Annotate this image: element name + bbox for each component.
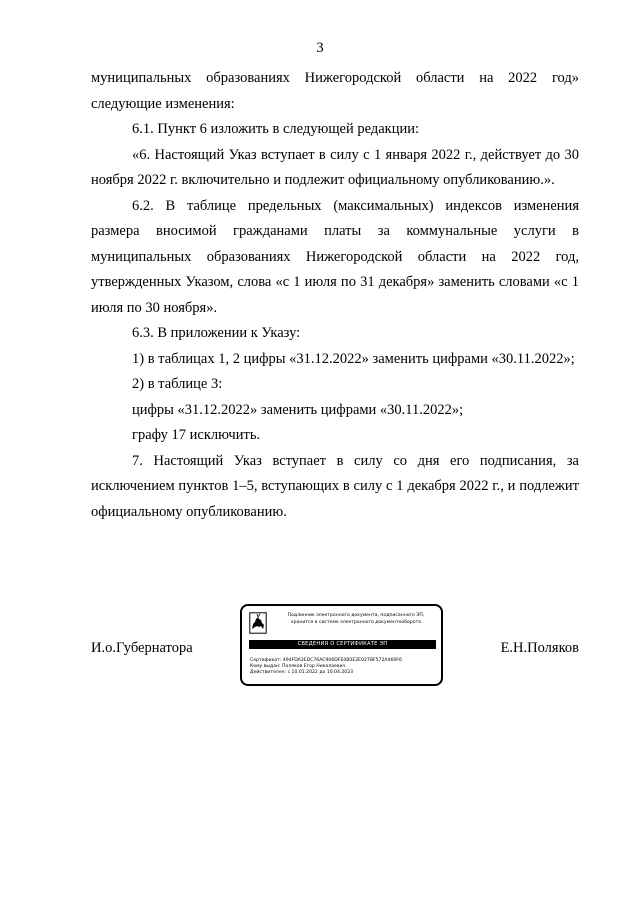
- stamp-line-1: Подлинник электронного документа, подписанного ЭП,: [287, 613, 425, 618]
- paragraph: 6.2. В таблице предельных (максимальных) индексов изменения размера вносимой гражданами платы за коммунальные услуги в муниципальных образованиях Нижегородской области на 2022 год, утвержденных Указом, слова «с 1 июля по 31 декабря» заменить словами «с 1 июля по 30 ноября».: [91, 197, 579, 316]
- paragraph: 1) в таблицах 1, 2 цифры «31.12.2022» заменить цифрами «30.11.2022»;: [132, 350, 575, 367]
- certificate-validity: Действителен: с 10.01.2022 до 10.04.2023: [250, 670, 354, 675]
- stamp-banner: СВЕДЕНИЯ О СЕРТИФИКАТЕ ЭП: [249, 640, 436, 649]
- paragraph: 7. Настоящий Указ вступает в силу со дня его подписания, за исключением пунктов 1–5, вступающих в силу с 1 декабря 2022 г., и подлежит официальному опубликованию.: [91, 452, 579, 520]
- paragraph: 2) в таблице 3:: [132, 376, 223, 392]
- stamp-line-2: хранится в системе электронного документооборота: [290, 620, 422, 625]
- paragraph: «6. Настоящий Указ вступает в силу с 1 января 2022 г., действует до 30 ноября 2022 г. включительно и подлежит официальному опубликованию.».: [91, 146, 579, 188]
- coat-of-arms-icon: [249, 612, 267, 634]
- certificate-owner: Кому выдан: Поляков Егор Николаевич: [250, 664, 346, 669]
- paragraph: муниципальных образованиях Нижегородской области на 2022 год» следующие изменения:: [91, 70, 579, 112]
- signatory-name: Е.Н.Поляков: [500, 640, 579, 656]
- paragraph: 6.1. Пункт 6 изложить в следующей редакции:: [132, 121, 420, 137]
- paragraph: 6.3. В приложении к Указу:: [132, 325, 301, 341]
- paragraph: графу 17 исключить.: [132, 427, 261, 443]
- paragraph: цифры «31.12.2022» заменить цифрами «30.11.2022»;: [132, 401, 464, 418]
- e-signature-stamp: [240, 604, 443, 686]
- document-body: [91, 66, 579, 525]
- certificate-number: Сертификат: 494FDA3EDC76AC906DFE0B0E2E027BF572A460F6: [250, 658, 402, 663]
- signatory-title: И.о.Губернатора: [91, 640, 193, 656]
- page-number: 3: [316, 40, 324, 56]
